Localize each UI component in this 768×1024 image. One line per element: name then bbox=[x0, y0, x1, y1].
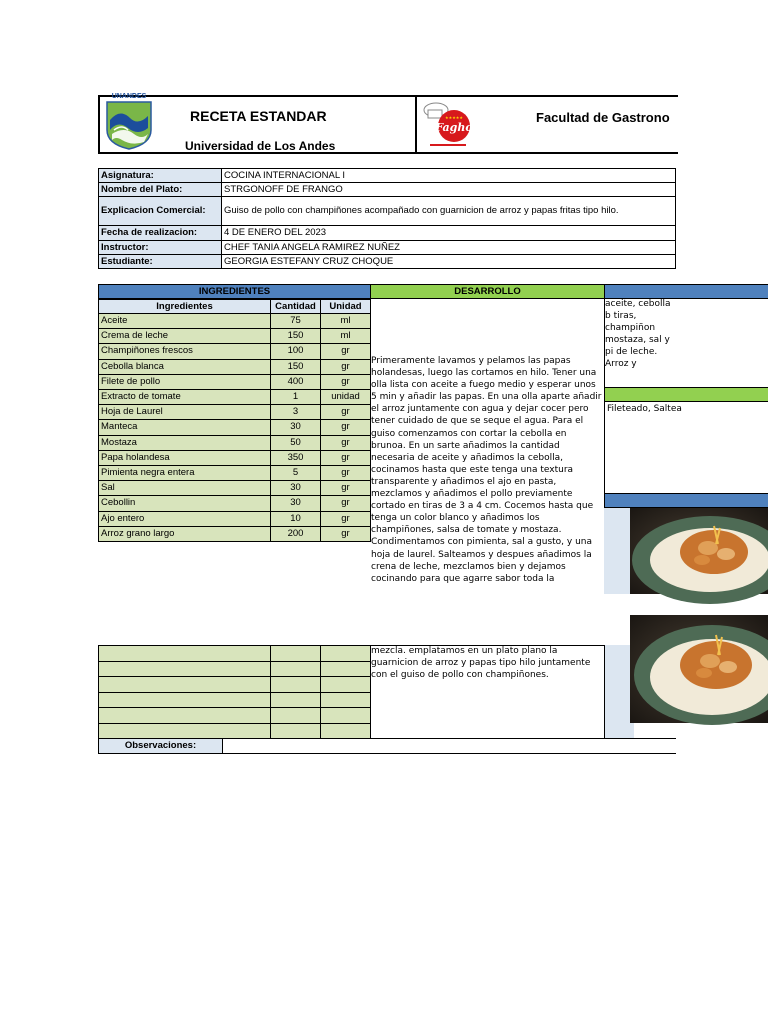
ingredient-qty: 350 bbox=[270, 450, 321, 466]
empty-ingredient-qty[interactable] bbox=[270, 723, 321, 740]
university-name: Universidad de Los Andes bbox=[185, 139, 336, 153]
ingredient-unit: gr bbox=[320, 435, 371, 451]
ingredient-name: Hoja de Laurel bbox=[98, 404, 271, 420]
ingredient-unit: gr bbox=[320, 480, 371, 496]
empty-ingredient-qty[interactable] bbox=[270, 645, 321, 662]
ingredient-name: Cebollin bbox=[98, 495, 271, 511]
info-label-estudiante: Estudiante: bbox=[98, 254, 222, 269]
ingredient-unit: ml bbox=[320, 328, 371, 344]
page-title: RECETA ESTANDAR bbox=[190, 108, 327, 124]
empty-ingredient-qty[interactable] bbox=[270, 661, 321, 678]
empty-ingredient-name[interactable] bbox=[98, 661, 271, 678]
info-label-instructor: Instructor: bbox=[98, 240, 222, 255]
info-label-asignatura: Asignatura: bbox=[98, 168, 222, 183]
col-header-unidad: Unidad bbox=[320, 299, 371, 314]
info-label-explicacion: Explicacion Comercial: bbox=[98, 196, 222, 226]
info-label-plato: Nombre del Plato: bbox=[98, 182, 222, 197]
ingredient-name: Pimienta negra entera bbox=[98, 465, 271, 481]
ingredient-unit: unidad bbox=[320, 389, 371, 405]
ingredient-name: Mostaza bbox=[98, 435, 271, 451]
ingredient-name: Cebolla blanca bbox=[98, 359, 271, 375]
ingredient-unit: gr bbox=[320, 495, 371, 511]
ingredient-name: Aceite bbox=[98, 313, 271, 329]
right-panel-header-2 bbox=[604, 387, 768, 402]
info-label-fecha: Fecha de realizacion: bbox=[98, 225, 222, 241]
ingredient-unit: gr bbox=[320, 526, 371, 542]
desarrollo-text-bottom: mezcla. emplatamos en un plato plano la guarnicion de arroz y papas tipo hilo juntamente con el guiso de pollo con champiñones. bbox=[371, 646, 591, 681]
university-logo bbox=[104, 96, 154, 150]
ingredient-qty: 30 bbox=[270, 480, 321, 496]
ingredient-unit: gr bbox=[320, 450, 371, 466]
faculty-name: Facultad de Gastrono bbox=[536, 110, 670, 125]
ingredient-unit: gr bbox=[320, 465, 371, 481]
empty-ingredient-unit[interactable] bbox=[320, 723, 371, 740]
ingredient-unit: gr bbox=[320, 343, 371, 359]
header-divider-1 bbox=[415, 95, 417, 154]
ingredient-qty: 30 bbox=[270, 495, 321, 511]
university-logo-text: UNANDES bbox=[111, 93, 147, 100]
ingredient-qty: 30 bbox=[270, 419, 321, 435]
ingredients-header: INGREDIENTES bbox=[98, 284, 371, 299]
ingredient-name: Papa holandesa bbox=[98, 450, 271, 466]
faculty-logo bbox=[420, 100, 476, 148]
ingredient-qty: 100 bbox=[270, 343, 321, 359]
empty-ingredient-unit[interactable] bbox=[320, 645, 371, 662]
empty-ingredient-name[interactable] bbox=[98, 645, 271, 662]
info-value-fecha: 4 DE ENERO DEL 2023 bbox=[221, 225, 676, 241]
desarrollo-header: DESARROLLO bbox=[370, 284, 605, 299]
ingredient-unit: gr bbox=[320, 374, 371, 390]
ingredient-name: Arroz grano largo bbox=[98, 526, 271, 542]
empty-ingredient-unit[interactable] bbox=[320, 692, 371, 709]
empty-ingredient-qty[interactable] bbox=[270, 692, 321, 709]
info-value-instructor: CHEF TANIA ANGELA RAMIREZ NUÑEZ bbox=[221, 240, 676, 255]
right-panel-header-1 bbox=[604, 284, 768, 299]
ingredient-qty: 400 bbox=[270, 374, 321, 390]
ingredient-qty: 150 bbox=[270, 359, 321, 375]
empty-ingredient-unit[interactable] bbox=[320, 707, 371, 724]
ingredient-name: Filete de pollo bbox=[98, 374, 271, 390]
dish-photo-1 bbox=[630, 508, 768, 594]
ingredient-qty: 5 bbox=[270, 465, 321, 481]
svg-text:★★★★★: ★★★★★ bbox=[445, 115, 463, 120]
empty-ingredient-unit[interactable] bbox=[320, 661, 371, 678]
ingredient-qty: 200 bbox=[270, 526, 321, 542]
ingredient-name: Ajo entero bbox=[98, 511, 271, 527]
col-header-cantidad: Cantidad bbox=[270, 299, 321, 314]
right-panel-border bbox=[604, 298, 605, 508]
ingredient-qty: 1 bbox=[270, 389, 321, 405]
empty-ingredient-name[interactable] bbox=[98, 723, 271, 740]
ingredient-qty: 3 bbox=[270, 404, 321, 420]
faculty-logo-text: Fagho bbox=[435, 121, 473, 134]
ingredient-unit: ml bbox=[320, 313, 371, 329]
info-value-asignatura: COCINA INTERNACIONAL I bbox=[221, 168, 676, 183]
info-value-explicacion: Guiso de pollo con champiñones acompañado con guarnicion de arroz y papas fritas tipo hilo. bbox=[221, 196, 676, 226]
right-panel-header-3 bbox=[604, 493, 768, 508]
info-value-estudiante: GEORGIA ESTEFANY CRUZ CHOQUE bbox=[221, 254, 676, 269]
ingredient-unit: gr bbox=[320, 511, 371, 527]
col-header-ingredientes: Ingredientes bbox=[98, 299, 271, 314]
ingredient-unit: gr bbox=[320, 419, 371, 435]
ingredient-name: Champiñones frescos bbox=[98, 343, 271, 359]
empty-ingredient-qty[interactable] bbox=[270, 707, 321, 724]
empty-ingredient-unit[interactable] bbox=[320, 676, 371, 693]
ingredient-qty: 10 bbox=[270, 511, 321, 527]
ingredient-qty: 150 bbox=[270, 328, 321, 344]
desarrollo-text-top: Primeramente lavamos y pelamos las papas holandesas, luego las cortamos en hilo. Tener una olla lista con aceite a fuego medio y esperar unos 5 min y añadir las papas. En una olla aparte añadir el arroz juntamente con agua y dejar cocer pero tener cuidado de que se seque el agua. Para el guiso comenzamos con cortar la cebolla en brunoa. En un sarte añadimos la cantidad necesaria de aceite y añadimos la cebolla, cocinamos hasta que este tenga una textura transparente y añadimos el ajo en pasta, mezclamos y añadimos el pollo previamente cortado en tiras de 3 a 4 cm. Cocemos hasta que tenga un color blanco y añadimos los champiñones, salsa de tomate y mostaza. Condimentamos con pimienta, sal a gusto, y una hoja de laurel. Salteamos y despues añadimos la crena de leche, mezclamos bien y dejamos cocinando para que agarre sabor toda la bbox=[371, 356, 602, 584]
ingredient-name: Extracto de tomate bbox=[98, 389, 271, 405]
dish-photo-2 bbox=[630, 615, 768, 723]
empty-ingredient-name[interactable] bbox=[98, 692, 271, 709]
ingredient-unit: gr bbox=[320, 404, 371, 420]
info-value-plato: STRGONOFF DE FRANGO bbox=[221, 182, 676, 197]
ingredient-name: Manteca bbox=[98, 419, 271, 435]
right-panel-text-1: aceite, cebolla b tiras, champiñon mostaza, sal y pi de leche. Arroz y bbox=[605, 299, 671, 369]
ingredient-name: Crema de leche bbox=[98, 328, 271, 344]
observations-field[interactable] bbox=[222, 738, 676, 754]
empty-ingredient-name[interactable] bbox=[98, 676, 271, 693]
ingredient-unit: gr bbox=[320, 359, 371, 375]
ingredient-qty: 50 bbox=[270, 435, 321, 451]
ingredient-qty: 75 bbox=[270, 313, 321, 329]
empty-ingredient-qty[interactable] bbox=[270, 676, 321, 693]
observations-label: Observaciones: bbox=[98, 738, 223, 754]
ingredient-name: Sal bbox=[98, 480, 271, 496]
empty-ingredient-name[interactable] bbox=[98, 707, 271, 724]
right-panel-text-2: Fileteado, Saltea bbox=[607, 404, 682, 414]
